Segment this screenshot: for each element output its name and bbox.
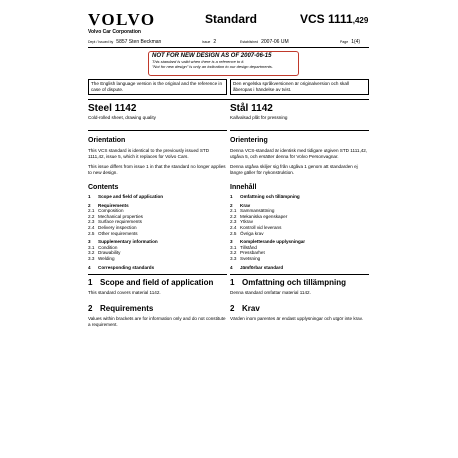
volvo-logo: VOLVO: [88, 10, 156, 29]
toc-item[interactable]: 3.1 Condition: [88, 244, 118, 250]
toc-item[interactable]: 2.5 Other requirements: [88, 230, 138, 236]
column-divider: [88, 130, 227, 131]
toc-item[interactable]: 3.2 Drawability: [88, 250, 121, 256]
section-1-text-sv: Denna standard omfattar material 1142.: [230, 290, 311, 296]
toc-item[interactable]: 2.5 Övriga krav: [230, 230, 264, 236]
material-title-sv: Stål 1142: [230, 103, 273, 114]
orientation-heading: Orientation: [88, 137, 126, 144]
toc-item[interactable]: 1 Scope and field of application: [88, 194, 164, 199]
toc-item[interactable]: 2.2 Mekaniska egenskaper: [230, 213, 288, 219]
toc-item[interactable]: 3.2 Pressbarhet: [230, 250, 265, 256]
toc-item[interactable]: 2.1 Composition: [88, 208, 124, 214]
orientation-paragraph-2: This issue differs from issue 1 in that the standard no longer applies to new design.: [88, 164, 226, 175]
toc-item[interactable]: 1 Omfattning och tillämpning: [230, 194, 300, 199]
toc-item[interactable]: 3.3 Welding: [88, 255, 115, 261]
toc-item[interactable]: 2 Requirements: [88, 202, 129, 208]
contents-heading-sv: Innehåll: [230, 184, 257, 191]
toc-item[interactable]: 3 Kompletterande upplysningar: [230, 239, 306, 245]
header-divider: [88, 47, 369, 48]
orientation-heading-sv: Orientering: [230, 137, 268, 144]
orientation-paragraph-1: This VCS standard is identical to the previously issued STD 1111,42, issue 5, which it replaces for Volvo Cars.: [88, 148, 210, 159]
toc-item[interactable]: 3.3 Svetsning: [230, 255, 261, 261]
page-value: 1(4): [351, 39, 361, 45]
toc-item[interactable]: 2.4 Delivery inspection: [88, 224, 137, 230]
dept-field: [88, 39, 161, 45]
standard-label: Standard: [205, 12, 258, 26]
document-id-main: VCS 1111: [300, 12, 353, 26]
toc-item[interactable]: 2.1 Sammansättning: [230, 208, 275, 214]
document-id-suffix: ,429: [352, 16, 369, 25]
established-label: Established: [240, 40, 259, 44]
contents-heading: Contents: [88, 184, 119, 191]
english-column: [88, 103, 227, 328]
column-divider: [230, 274, 369, 275]
section-1-heading-sv: 1 Omfattning och tillämpning: [230, 278, 346, 288]
swedish-column: [230, 103, 369, 322]
toc-item[interactable]: 2.4 Kontroll vid leverans: [230, 224, 282, 230]
toc-item[interactable]: 2 Krav: [230, 202, 251, 208]
language-note-english: The English language version is the original and the reference in case of dispute.: [88, 79, 227, 95]
established-field: [240, 39, 289, 45]
orientation-paragraph-1-sv: Denna VCS-standard är identisk med tidigare utgiven STD 1111,42, utgåva 5, och ersätter denna för Volvo Personvagnar.: [230, 148, 368, 159]
material-subtitle-sv: Kallvalsad plåt för pressning: [230, 115, 288, 120]
toc-item[interactable]: 2.2 Mechanical properties: [88, 213, 143, 219]
section-2-heading-sv: 2 Krav: [230, 304, 260, 314]
corporation-name: Volvo Car Corporation: [88, 29, 141, 35]
column-divider: [88, 274, 227, 275]
section-1-heading: 1 Scope and field of application: [88, 278, 214, 288]
dept-label: Dept / Issued by: [88, 40, 114, 44]
section-2-heading: 2 Requirements: [88, 304, 154, 314]
column-divider: [230, 130, 369, 131]
section-2-text: Values within brackets are for information only and do not constitute a requirement.: [88, 316, 226, 328]
notice-title: NOT FOR NEW DESIGN AS OF 2007-06-15: [152, 53, 272, 59]
table-of-contents: [88, 194, 227, 270]
toc-item[interactable]: 3.1 Tillstånd: [230, 244, 257, 250]
page-field: [340, 39, 360, 45]
toc-item[interactable]: 2.3 Surface requirements: [88, 219, 142, 225]
toc-item[interactable]: 2.3 Ytkrav: [230, 219, 254, 225]
issue-field: [202, 39, 216, 45]
language-note-swedish: Den engelska språkversionen är originalversion och skall åberopas i händelse av tvist.: [230, 79, 369, 95]
notice-line-1: This standard is valid when there is a reference to it.: [152, 59, 245, 64]
issue-value: 2: [213, 39, 217, 45]
established-value: 2007-06 UM: [261, 39, 289, 45]
section-divider: [88, 99, 369, 100]
section-2-text-sv: Värden inom parentes är endast upplysningar och utgör inte krav.: [230, 316, 363, 322]
table-of-contents-sv: [230, 194, 369, 270]
document-id: [300, 12, 368, 26]
page-label: Page: [340, 40, 349, 44]
material-title: Steel 1142: [88, 103, 137, 114]
notice-line-2: "Not for new design" is only an indication to our design departments.: [152, 64, 273, 69]
toc-item[interactable]: 4 Jämförbar standard: [230, 264, 284, 270]
material-subtitle: Cold-rolled sheet, drawing quality: [88, 115, 156, 120]
section-1-text: This standard covers material 1142.: [88, 290, 161, 296]
dept-value: 5857 Sten Beckman: [116, 39, 162, 45]
orientation-paragraph-2-sv: Denna utgåva skiljer sig från utgåva 1 genom att standarden ej längre gäller för nykonstruktion.: [230, 164, 358, 175]
toc-item[interactable]: 4 Corresponding standards: [88, 264, 155, 270]
issue-label: Issue: [202, 40, 211, 44]
toc-item[interactable]: 3 Supplementary information: [88, 239, 158, 245]
not-for-new-design-notice: [148, 51, 299, 76]
